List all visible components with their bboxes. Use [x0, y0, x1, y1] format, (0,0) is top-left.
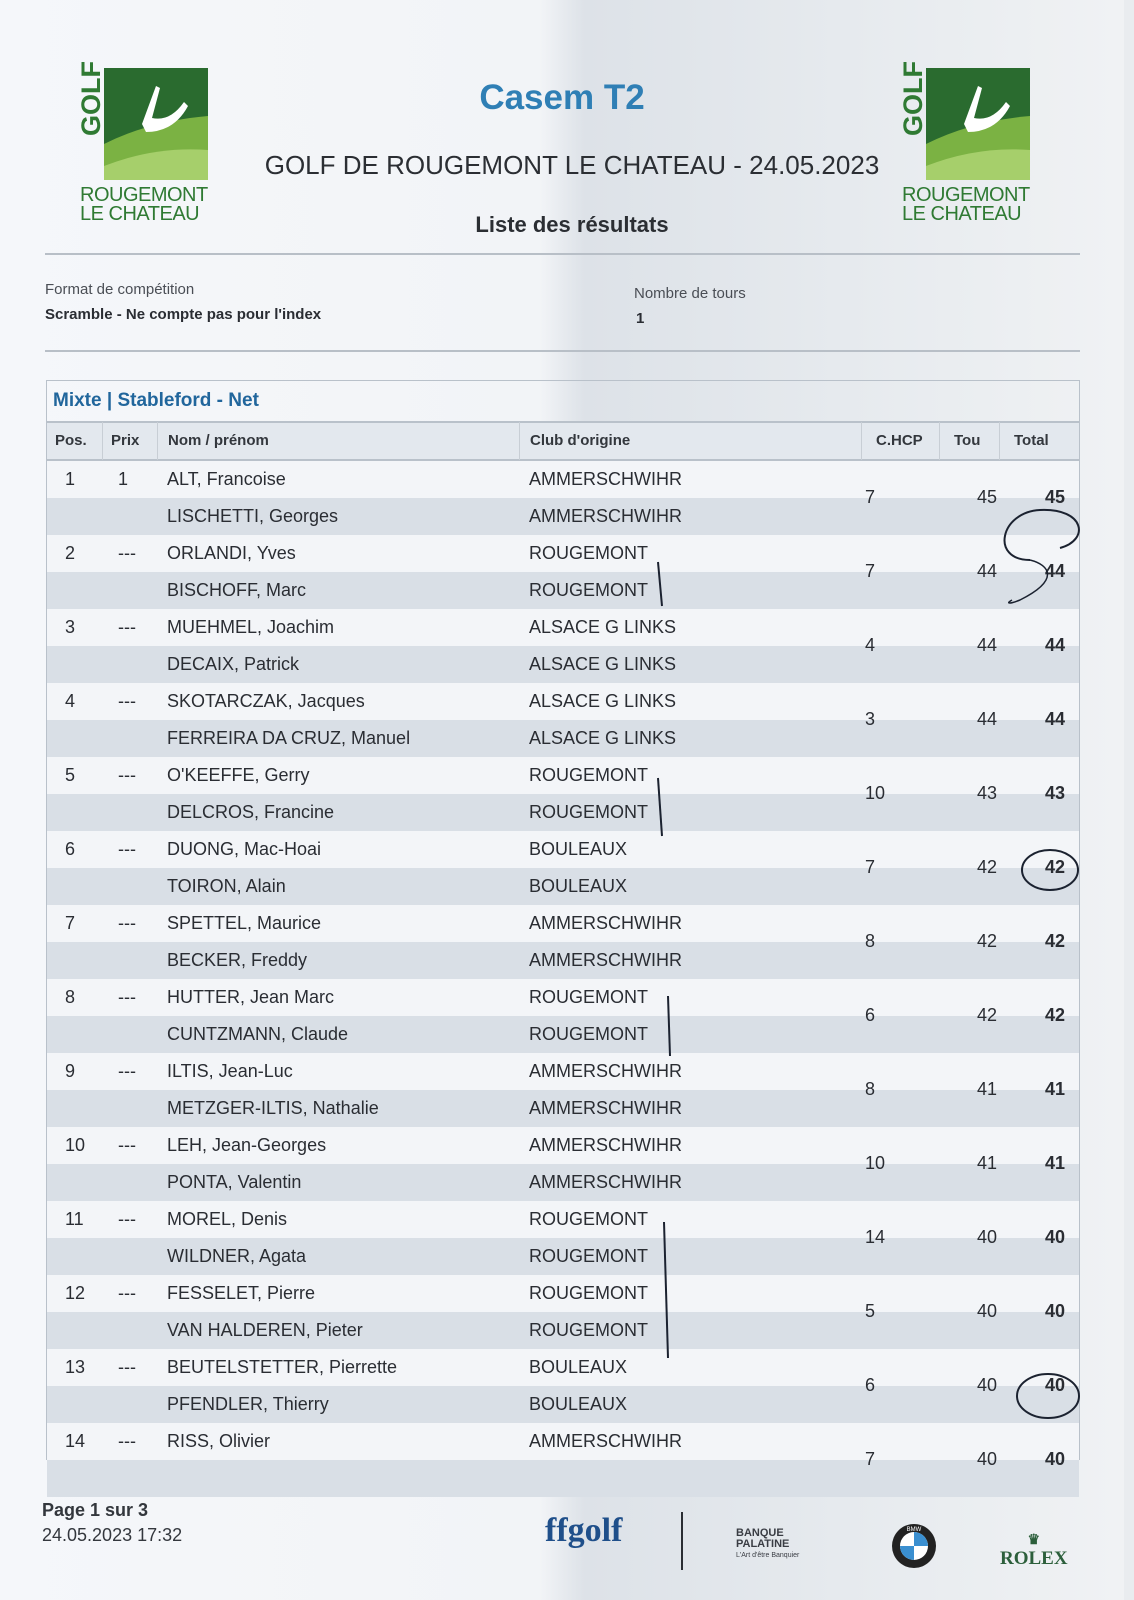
hcp-cell: 8 — [865, 1079, 876, 1099]
position-cell: 13 — [65, 1357, 86, 1377]
club-cell: ROUGEMONT — [529, 1320, 648, 1340]
position-cell: 7 — [65, 913, 76, 933]
team-row — [47, 979, 1079, 1053]
prize-cell: --- — [118, 1357, 136, 1377]
prize-cell: --- — [118, 543, 136, 563]
divider — [45, 350, 1080, 352]
club-cell: AMMERSCHWIHR — [529, 913, 682, 933]
prize-cell-empty — [102, 1164, 157, 1201]
hcp-cell: 8 — [865, 931, 876, 951]
prize-cell-empty — [102, 868, 157, 905]
bmw-roundel-icon — [890, 1522, 938, 1570]
club-cell: ROUGEMONT — [529, 543, 648, 563]
club-cell: AMMERSCHWIHR — [529, 506, 682, 526]
round-score-cell: 43 — [976, 783, 997, 803]
position-cell-empty — [47, 868, 102, 905]
round-score-cell: 42 — [976, 931, 997, 951]
position-cell: 11 — [65, 1209, 84, 1229]
total-score-cell: 40 — [1044, 1227, 1065, 1247]
round-score-cell: 40 — [976, 1227, 997, 1247]
team-scores — [865, 1145, 1083, 1182]
total-score-cell: 44 — [1044, 709, 1065, 729]
position-cell-empty — [47, 720, 102, 757]
prize-cell-empty — [102, 1090, 157, 1127]
position-cell-empty — [47, 498, 102, 535]
team-scores — [865, 1367, 1083, 1404]
club-cell: ROUGEMONT — [529, 1246, 648, 1266]
club-cell: ROUGEMONT — [529, 580, 648, 600]
round-score-cell: 44 — [976, 635, 997, 655]
hcp-cell: 6 — [865, 1375, 876, 1395]
position-cell-empty — [47, 1238, 102, 1275]
team-row — [47, 535, 1079, 609]
prize-cell: --- — [118, 913, 136, 933]
round-score-cell: 44 — [976, 561, 997, 581]
logo-golf-text: GOLF — [898, 61, 928, 136]
team-scores — [865, 701, 1083, 738]
prize-cell-empty — [102, 1238, 157, 1275]
player-name-cell: DECAIX, Patrick — [167, 654, 300, 674]
total-score-cell: 45 — [1044, 487, 1065, 507]
logo-line-1: ROUGEMONT — [902, 184, 1030, 206]
header-tou: Tou — [939, 422, 999, 460]
total-score-cell: 42 — [1044, 931, 1065, 951]
team-row — [47, 1127, 1079, 1201]
position-cell: 8 — [65, 987, 76, 1007]
crown-icon: ♛ — [1027, 1533, 1041, 1548]
player-name-cell: BECKER, Freddy — [167, 950, 308, 970]
player-name-cell: METZGER-ILTIS, Nathalie — [167, 1098, 379, 1118]
player-name-cell: HUTTER, Jean Marc — [167, 987, 335, 1007]
round-score-cell: 42 — [976, 857, 997, 877]
hcp-cell: 7 — [865, 1449, 876, 1469]
page-indicator: Page 1 sur 3 — [42, 1500, 149, 1520]
player-name-cell: TOIRON, Alain — [167, 876, 286, 896]
team-row — [47, 683, 1079, 757]
prize-cell: --- — [118, 1209, 136, 1229]
palatine-line-2: PALATINE — [736, 1538, 790, 1550]
prize-cell-empty — [102, 572, 157, 609]
team-scores — [865, 923, 1083, 960]
club-cell: AMMERSCHWIHR — [529, 1135, 682, 1155]
hcp-cell: 7 — [865, 561, 876, 581]
hcp-cell: 6 — [865, 1005, 876, 1025]
round-score-cell: 44 — [976, 709, 997, 729]
prize-cell: --- — [118, 765, 136, 785]
hcp-cell: 3 — [865, 709, 876, 729]
prize-cell-empty — [102, 794, 157, 831]
player-name-cell: MOREL, Denis — [167, 1209, 288, 1229]
total-score-cell: 40 — [1044, 1301, 1065, 1321]
hcp-cell: 10 — [865, 783, 886, 803]
position-cell-empty — [47, 1460, 102, 1497]
club-cell: AMMERSCHWIHR — [529, 1098, 682, 1118]
prize-cell: 1 — [118, 469, 129, 489]
team-row — [47, 757, 1079, 831]
position-cell-empty — [47, 942, 102, 979]
hcp-cell: 5 — [865, 1301, 876, 1321]
position-cell-empty — [47, 1016, 102, 1053]
round-score-cell: 41 — [976, 1079, 997, 1099]
club-cell: AMMERSCHWIHR — [529, 1431, 682, 1451]
header-hcp: C.HCP — [861, 422, 939, 460]
club-cell: ROUGEMONT — [529, 1024, 648, 1044]
team-row — [47, 831, 1079, 905]
position-cell: 2 — [65, 543, 76, 563]
prize-cell-empty — [102, 1460, 157, 1497]
player-name-cell: CUNTZMANN, Claude — [167, 1024, 349, 1044]
logo-golf-text: GOLF — [76, 61, 106, 136]
position-cell-empty — [47, 1386, 102, 1423]
player-name-cell: SKOTARCZAK, Jacques — [167, 691, 365, 711]
prize-cell: --- — [118, 691, 136, 711]
position-cell: 9 — [65, 1061, 76, 1081]
club-cell: ROUGEMONT — [529, 802, 648, 822]
format-value: Scramble - Ne compte pas pour l'index — [45, 306, 322, 323]
logo-line-2: LE CHATEAU — [902, 203, 1022, 225]
prize-cell: --- — [118, 1135, 136, 1155]
prize-cell-empty — [102, 1016, 157, 1053]
hcp-cell: 7 — [865, 487, 876, 507]
position-cell-empty — [47, 1312, 102, 1349]
total-score-cell: 42 — [1044, 857, 1065, 877]
hcp-cell: 4 — [865, 635, 876, 655]
club-cell: AMMERSCHWIHR — [529, 1172, 682, 1192]
team-row — [47, 461, 1079, 535]
total-score-cell: 44 — [1044, 561, 1065, 581]
player-name-cell: FESSELET, Pierre — [167, 1283, 316, 1303]
position-cell: 14 — [65, 1431, 86, 1451]
team-scores — [865, 1293, 1083, 1330]
club-cell: BOULEAUX — [529, 876, 628, 896]
position-cell: 4 — [65, 691, 76, 711]
bmw-text: BMW — [906, 1527, 922, 1533]
rounds-value: 1 — [636, 310, 645, 327]
player-name-cell: LEH, Jean-Georges — [167, 1135, 327, 1155]
team-row — [47, 1423, 1079, 1497]
club-cell: ALSACE G LINKS — [529, 691, 677, 711]
event-title: Casem T2 — [479, 78, 645, 117]
club-cell: ROUGEMONT — [529, 987, 648, 1007]
player-name-cell: DUONG, Mac-Hoai — [167, 839, 322, 859]
ffgolf-logo: ffgolf — [545, 1512, 623, 1549]
position-cell-empty — [47, 572, 102, 609]
team-row — [47, 1053, 1079, 1127]
club-cell: BOULEAUX — [529, 839, 628, 859]
player-name-cell: ORLANDI, Yves — [167, 543, 296, 563]
player-name-cell — [157, 1460, 519, 1497]
position-cell-empty — [47, 794, 102, 831]
player-name-cell: RISS, Olivier — [167, 1431, 271, 1451]
rolex-logo — [1000, 1534, 1068, 1570]
club-cell: AMMERSCHWIHR — [529, 1061, 682, 1081]
total-score-cell: 41 — [1044, 1079, 1065, 1099]
prize-cell-empty — [102, 942, 157, 979]
player-name-cell: BEUTELSTETTER, Pierrette — [167, 1357, 398, 1377]
club-cell: ROUGEMONT — [529, 1209, 648, 1229]
total-score-cell: 40 — [1044, 1375, 1065, 1395]
player-name-cell: PFENDLER, Thierry — [167, 1394, 329, 1414]
team-scores — [865, 479, 1083, 516]
position-cell-empty — [47, 646, 102, 683]
club-cell — [519, 1460, 861, 1497]
total-score-cell: 40 — [1044, 1449, 1065, 1469]
club-and-date: GOLF DE ROUGEMONT LE CHATEAU - 24.05.2023 — [264, 150, 880, 180]
hcp-cell: 7 — [865, 857, 876, 877]
category-title: Mixte | Stableford - Net — [47, 381, 1079, 423]
player-name-cell: DELCROS, Francine — [167, 802, 335, 822]
prize-cell: --- — [118, 1061, 136, 1081]
total-score-cell: 42 — [1044, 1005, 1065, 1025]
position-cell: 6 — [65, 839, 76, 859]
player-name-cell: VAN HALDEREN, Pieter — [167, 1320, 363, 1340]
print-timestamp: 24.05.2023 17:32 — [42, 1525, 183, 1545]
rounds-label: Nombre de tours — [634, 285, 746, 302]
team-scores — [865, 1441, 1083, 1478]
position-cell: 5 — [65, 765, 76, 785]
logo-line-2: LE CHATEAU — [80, 203, 200, 225]
table-header — [47, 423, 1079, 461]
player-name-cell: LISCHETTI, Georges — [167, 506, 339, 526]
club-cell: ROUGEMONT — [529, 765, 648, 785]
player-name-cell: MUEHMEL, Joachim — [167, 617, 335, 637]
sponsor-divider — [681, 1512, 683, 1570]
club-cell: ALSACE G LINKS — [529, 728, 677, 748]
player-name-cell: BISCHOFF, Marc — [167, 580, 307, 600]
club-cell: BOULEAUX — [529, 1357, 628, 1377]
round-score-cell: 40 — [976, 1301, 997, 1321]
bmw-logo — [890, 1522, 938, 1575]
header-prix: Prix — [102, 422, 157, 460]
team-row — [47, 1201, 1079, 1275]
position-cell: 3 — [65, 617, 76, 637]
prize-cell-empty — [102, 1386, 157, 1423]
round-score-cell: 45 — [976, 487, 997, 507]
prize-cell: --- — [118, 617, 136, 637]
team-row — [47, 1349, 1079, 1423]
player-name-cell: WILDNER, Agata — [167, 1246, 307, 1266]
club-cell: ALSACE G LINKS — [529, 654, 677, 674]
total-score-cell: 41 — [1044, 1153, 1065, 1173]
club-cell: ROUGEMONT — [529, 1283, 648, 1303]
player-name-cell: FERREIRA DA CRUZ, Manuel — [167, 728, 411, 748]
team-scores — [865, 1071, 1083, 1108]
results-list-title: Liste des résultats — [475, 212, 669, 237]
prize-cell-empty — [102, 1312, 157, 1349]
hcp-cell: 10 — [865, 1153, 886, 1173]
round-score-cell: 42 — [976, 1005, 997, 1025]
club-cell: ALSACE G LINKS — [529, 617, 677, 637]
team-rows — [47, 461, 1079, 1497]
player-name-cell: O'KEEFFE, Gerry — [167, 765, 310, 785]
prize-cell-empty — [102, 646, 157, 683]
club-cell: BOULEAUX — [529, 1394, 628, 1414]
prize-cell-empty — [102, 720, 157, 757]
hcp-cell: 14 — [865, 1227, 886, 1247]
player-name-cell: PONTA, Valentin — [167, 1172, 302, 1192]
player-name-cell: SPETTEL, Maurice — [167, 913, 322, 933]
prize-cell: --- — [118, 1431, 136, 1451]
team-row — [47, 609, 1079, 683]
rolex-text: ROLEX — [1000, 1548, 1068, 1569]
header-club: Club d'origine — [519, 422, 861, 460]
team-row — [47, 905, 1079, 979]
logo-line-1: ROUGEMONT — [80, 184, 208, 206]
team-row — [47, 1275, 1079, 1349]
divider — [45, 253, 1080, 255]
player-name-cell: ALT, Francoise — [167, 469, 286, 489]
position-cell: 12 — [65, 1283, 86, 1303]
player-name-cell: ILTIS, Jean-Luc — [167, 1061, 293, 1081]
total-score-cell: 44 — [1044, 635, 1065, 655]
banque-palatine-logo — [736, 1528, 799, 1561]
team-scores — [865, 553, 1083, 590]
club-cell: AMMERSCHWIHR — [529, 469, 682, 489]
round-score-cell: 40 — [976, 1449, 997, 1469]
team-scores — [865, 627, 1083, 664]
position-cell-empty — [47, 1164, 102, 1201]
team-scores — [865, 775, 1083, 812]
team-scores — [865, 849, 1083, 886]
team-scores — [865, 997, 1083, 1034]
prize-cell: --- — [118, 839, 136, 859]
club-cell: AMMERSCHWIHR — [529, 950, 682, 970]
prize-cell-empty — [102, 498, 157, 535]
round-score-cell: 41 — [976, 1153, 997, 1173]
prize-cell: --- — [118, 987, 136, 1007]
round-score-cell: 40 — [976, 1375, 997, 1395]
palatine-tagline: L'Art d'être Banquier — [736, 1552, 800, 1559]
results-table — [46, 380, 1080, 1469]
header-total: Total — [999, 422, 1079, 460]
position-cell: 10 — [65, 1135, 86, 1155]
total-score-cell: 43 — [1044, 783, 1065, 803]
header-pos: Pos. — [55, 432, 87, 449]
prize-cell: --- — [118, 1283, 136, 1303]
format-label: Format de compétition — [45, 281, 195, 298]
position-cell: 1 — [65, 469, 76, 489]
header-name: Nom / prénom — [157, 422, 519, 460]
position-cell-empty — [47, 1090, 102, 1127]
palatine-line-1: BANQUE — [736, 1527, 784, 1539]
team-scores — [865, 1219, 1083, 1256]
